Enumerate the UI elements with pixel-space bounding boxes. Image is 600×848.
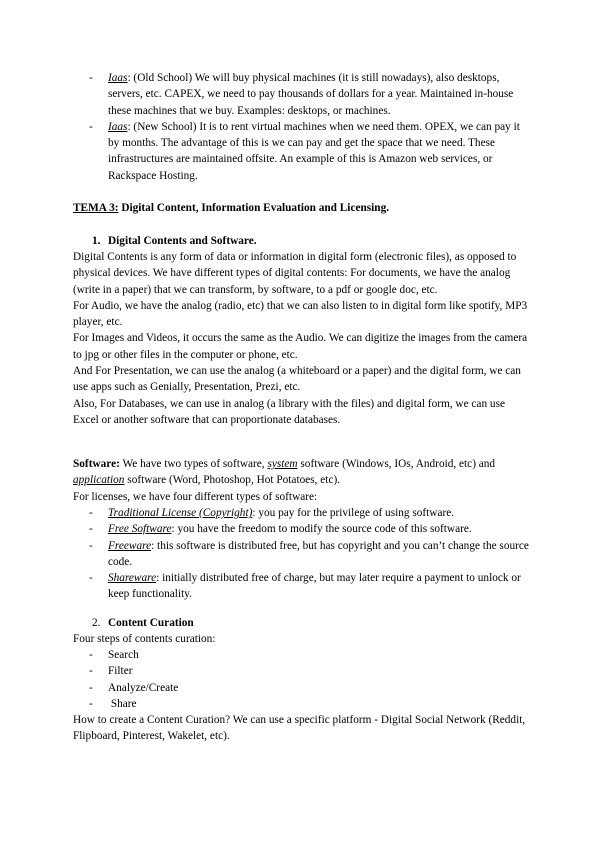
section-2-title: Content Curation <box>108 617 194 629</box>
digital-contents-body <box>73 249 529 428</box>
step-label: Search <box>108 649 139 661</box>
list-term: Freeware <box>108 539 152 552</box>
software-label: Software: <box>73 458 120 470</box>
list-item <box>89 70 529 119</box>
list-dash: - <box>89 697 93 710</box>
list-term: Shareware <box>108 572 157 585</box>
list-dash: - <box>89 649 93 661</box>
software-text: software (Windows, IOs, Android, etc) and <box>297 458 496 470</box>
application-term: application <box>73 474 125 487</box>
software-text: software (Word, Photoshop, Hot Potatoes, etc). <box>124 474 341 487</box>
curation-steps-list <box>89 647 529 712</box>
system-term: system <box>267 458 298 470</box>
list-text: : you pay for the privilege of using software. <box>252 507 455 519</box>
list-dash: - <box>89 120 93 133</box>
paragraph: Digital Contents is any form of data or information in digital form (electronic files), as opposed to physical devices. We have different types of digital contents: For documents, we have the analog (write in a paper) that we can transform, by software, to a pdf or google doc, etc. <box>73 251 517 296</box>
list-item <box>89 680 529 696</box>
list-dash: - <box>89 681 93 694</box>
list-item <box>89 663 529 679</box>
list-dash: - <box>89 523 93 536</box>
list-term: Traditional License (Copyright) <box>108 507 253 519</box>
list-text: : you have the freedom to modify the source code of this software. <box>171 523 472 536</box>
step-label: Analyze/Create <box>108 681 179 694</box>
paragraph: For Images and Videos, it occurs the same as the Audio. We can digitize the images from the camera to jpg or other files in the computer or phone, etc. <box>73 332 528 361</box>
list-text: : (New School) It is to rent virtual machines when we need them. OPEX, we can pay it by months. The advantage of this is we can pay and get the space that we need. These infrastructures are maintained offsite. An example of this is Amazon web services, or Rackspace Hosting. <box>108 120 520 182</box>
iaas-list <box>89 70 529 184</box>
list-text: : (Old School) We will buy physical machines (it is still nowadays), also desktops, servers, etc. CAPEX, we need to pay thousands of dollars for a year. Maintained in-house these machines that we buy. Examples: desktops, or machines. <box>108 72 514 117</box>
list-dash: - <box>89 572 93 585</box>
list-item <box>89 696 529 712</box>
list-item <box>89 647 529 663</box>
closing-text: How to create a Content Curation? We can use a specific platform - Digital Social Network (Reddit, Flipboard, Pinterest, Wakelet, etc). <box>73 714 526 743</box>
curation-intro-text: Four steps of contents curation: <box>73 633 216 645</box>
software-text: We have two types of software, <box>119 458 268 470</box>
section-2-number: 2. <box>92 617 101 629</box>
tema-title: Digital Content, Information Evaluation and Licensing. <box>118 202 390 214</box>
licenses-list <box>89 505 529 603</box>
list-dash: - <box>89 539 93 552</box>
paragraph: And For Presentation, we can use the analog (a whiteboard or a paper) and the digital form, we can use apps such as Genially, Presentation, Prezi, etc. <box>73 365 521 394</box>
tema-label: TEMA 3: <box>73 202 119 214</box>
list-item <box>89 521 529 537</box>
closing-paragraph <box>73 712 529 745</box>
list-item <box>89 538 529 571</box>
paragraph: Also, For Databases, we can use in analog (a library with the files) and digital form, we can use Excel or another software that can proportionate databases. <box>73 397 505 426</box>
list-item <box>89 570 529 603</box>
curation-intro <box>73 631 529 647</box>
step-label: Filter <box>108 665 133 678</box>
list-dash: - <box>89 665 93 678</box>
list-term: Iaas <box>108 72 128 84</box>
list-dash: - <box>89 507 93 519</box>
software-paragraph <box>73 456 529 505</box>
list-term: Iaas <box>108 120 128 133</box>
section-1-number: 1. <box>92 235 101 247</box>
list-term: Free Software <box>108 523 172 536</box>
section-1-title: Digital Contents and Software. <box>108 235 257 247</box>
list-dash: - <box>89 72 93 84</box>
tema-heading <box>73 200 529 216</box>
list-text: : this software is distributed free, but has copyright and you can’t change the source code. <box>108 539 529 568</box>
list-item <box>89 505 529 521</box>
list-text: : initially distributed free of charge, but may later require a payment to unlock or keep functionality. <box>108 572 521 601</box>
step-label: Share <box>108 697 137 710</box>
list-item <box>89 119 529 184</box>
licenses-intro: For licenses, we have four different types of software: <box>73 490 318 503</box>
paragraph: For Audio, we have the analog (radio, etc) that we can also listen to in digital form like spotify, MP3 player, etc. <box>73 299 528 329</box>
